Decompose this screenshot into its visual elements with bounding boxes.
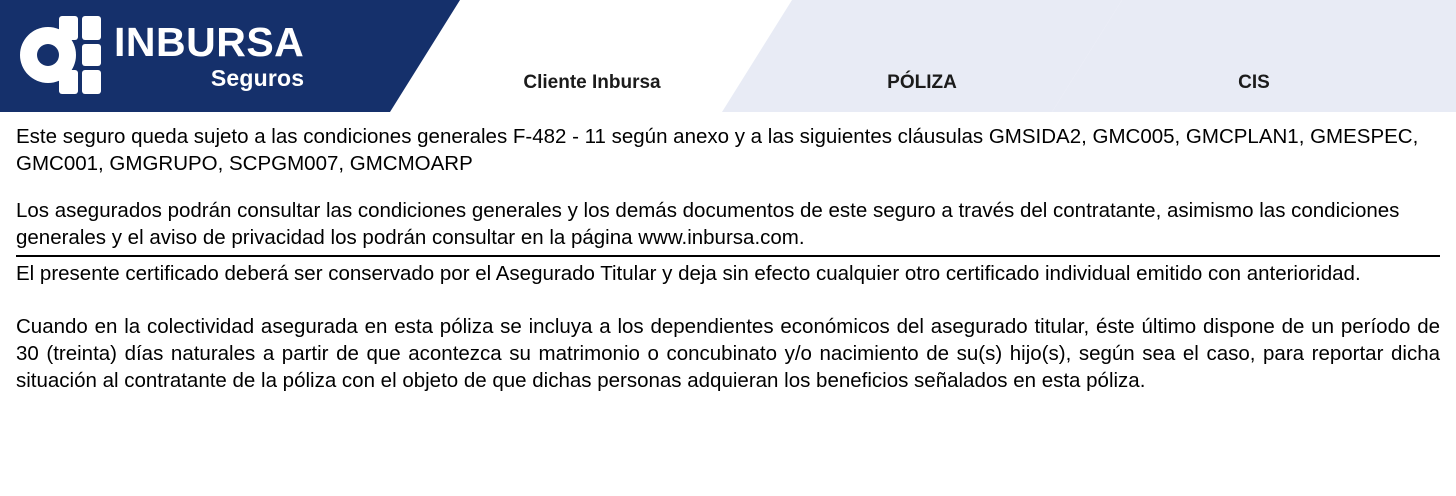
tab-cis[interactable]: CIS	[1238, 72, 1270, 93]
logo-brand-text: INBURSA	[114, 19, 305, 65]
logo-wordmark	[114, 19, 305, 91]
tab-cliente-inbursa[interactable]: Cliente Inbursa	[523, 72, 661, 93]
inbursa-cross-icon	[18, 14, 104, 98]
paragraph-dependents: Cuando en la colectividad asegurada en esta póliza se incluya a los dependientes económicos del asegurado titular, éste último dispone de un período de 30 (treinta) días naturales a partir de que acontezca su matrimonio o concubinato y/o nacimiento de su(s) hijo(s), según sea el caso, para reportar dicha situación al contratante de la póliza con el objeto de que dichas personas adquieran los beneficios señalados en esta póliza.	[16, 315, 1440, 393]
tab-cliente-inbursa-shape	[392, 0, 792, 112]
spacer	[16, 287, 1440, 313]
spacer	[16, 177, 1440, 197]
document-body	[0, 112, 1456, 394]
tab-poliza-shape	[722, 0, 1122, 112]
tab-cis-shape	[1052, 0, 1456, 112]
inbursa-logo	[18, 14, 304, 98]
section-divider	[16, 255, 1440, 257]
tab-poliza[interactable]: PÓLIZA	[887, 72, 957, 93]
paragraph-certificate: El presente certificado deberá ser conservado por el Asegurado Titular y deja sin efecto cualquier otro certificado individual emitido con anterioridad.	[16, 262, 1361, 286]
paragraph-conditions: Este seguro queda sujeto a las condiciones generales F-482 - 11 según anexo y a las siguientes cláusulas GMSIDA2, GMC005, GMCPLAN1, GMESPEC, GMC001, GMGRUPO, SCPGM007, GMCMOARP	[16, 125, 1419, 176]
paragraph-consult: Los asegurados podrán consultar las condiciones generales y los demás documentos de este seguro a través del contratante, asimismo las condiciones generales y el aviso de privacidad los podrán consultar en la página www.inbursa.com.	[16, 199, 1400, 250]
logo-sub-text: Seguros	[210, 65, 305, 91]
document-header	[0, 0, 1456, 112]
